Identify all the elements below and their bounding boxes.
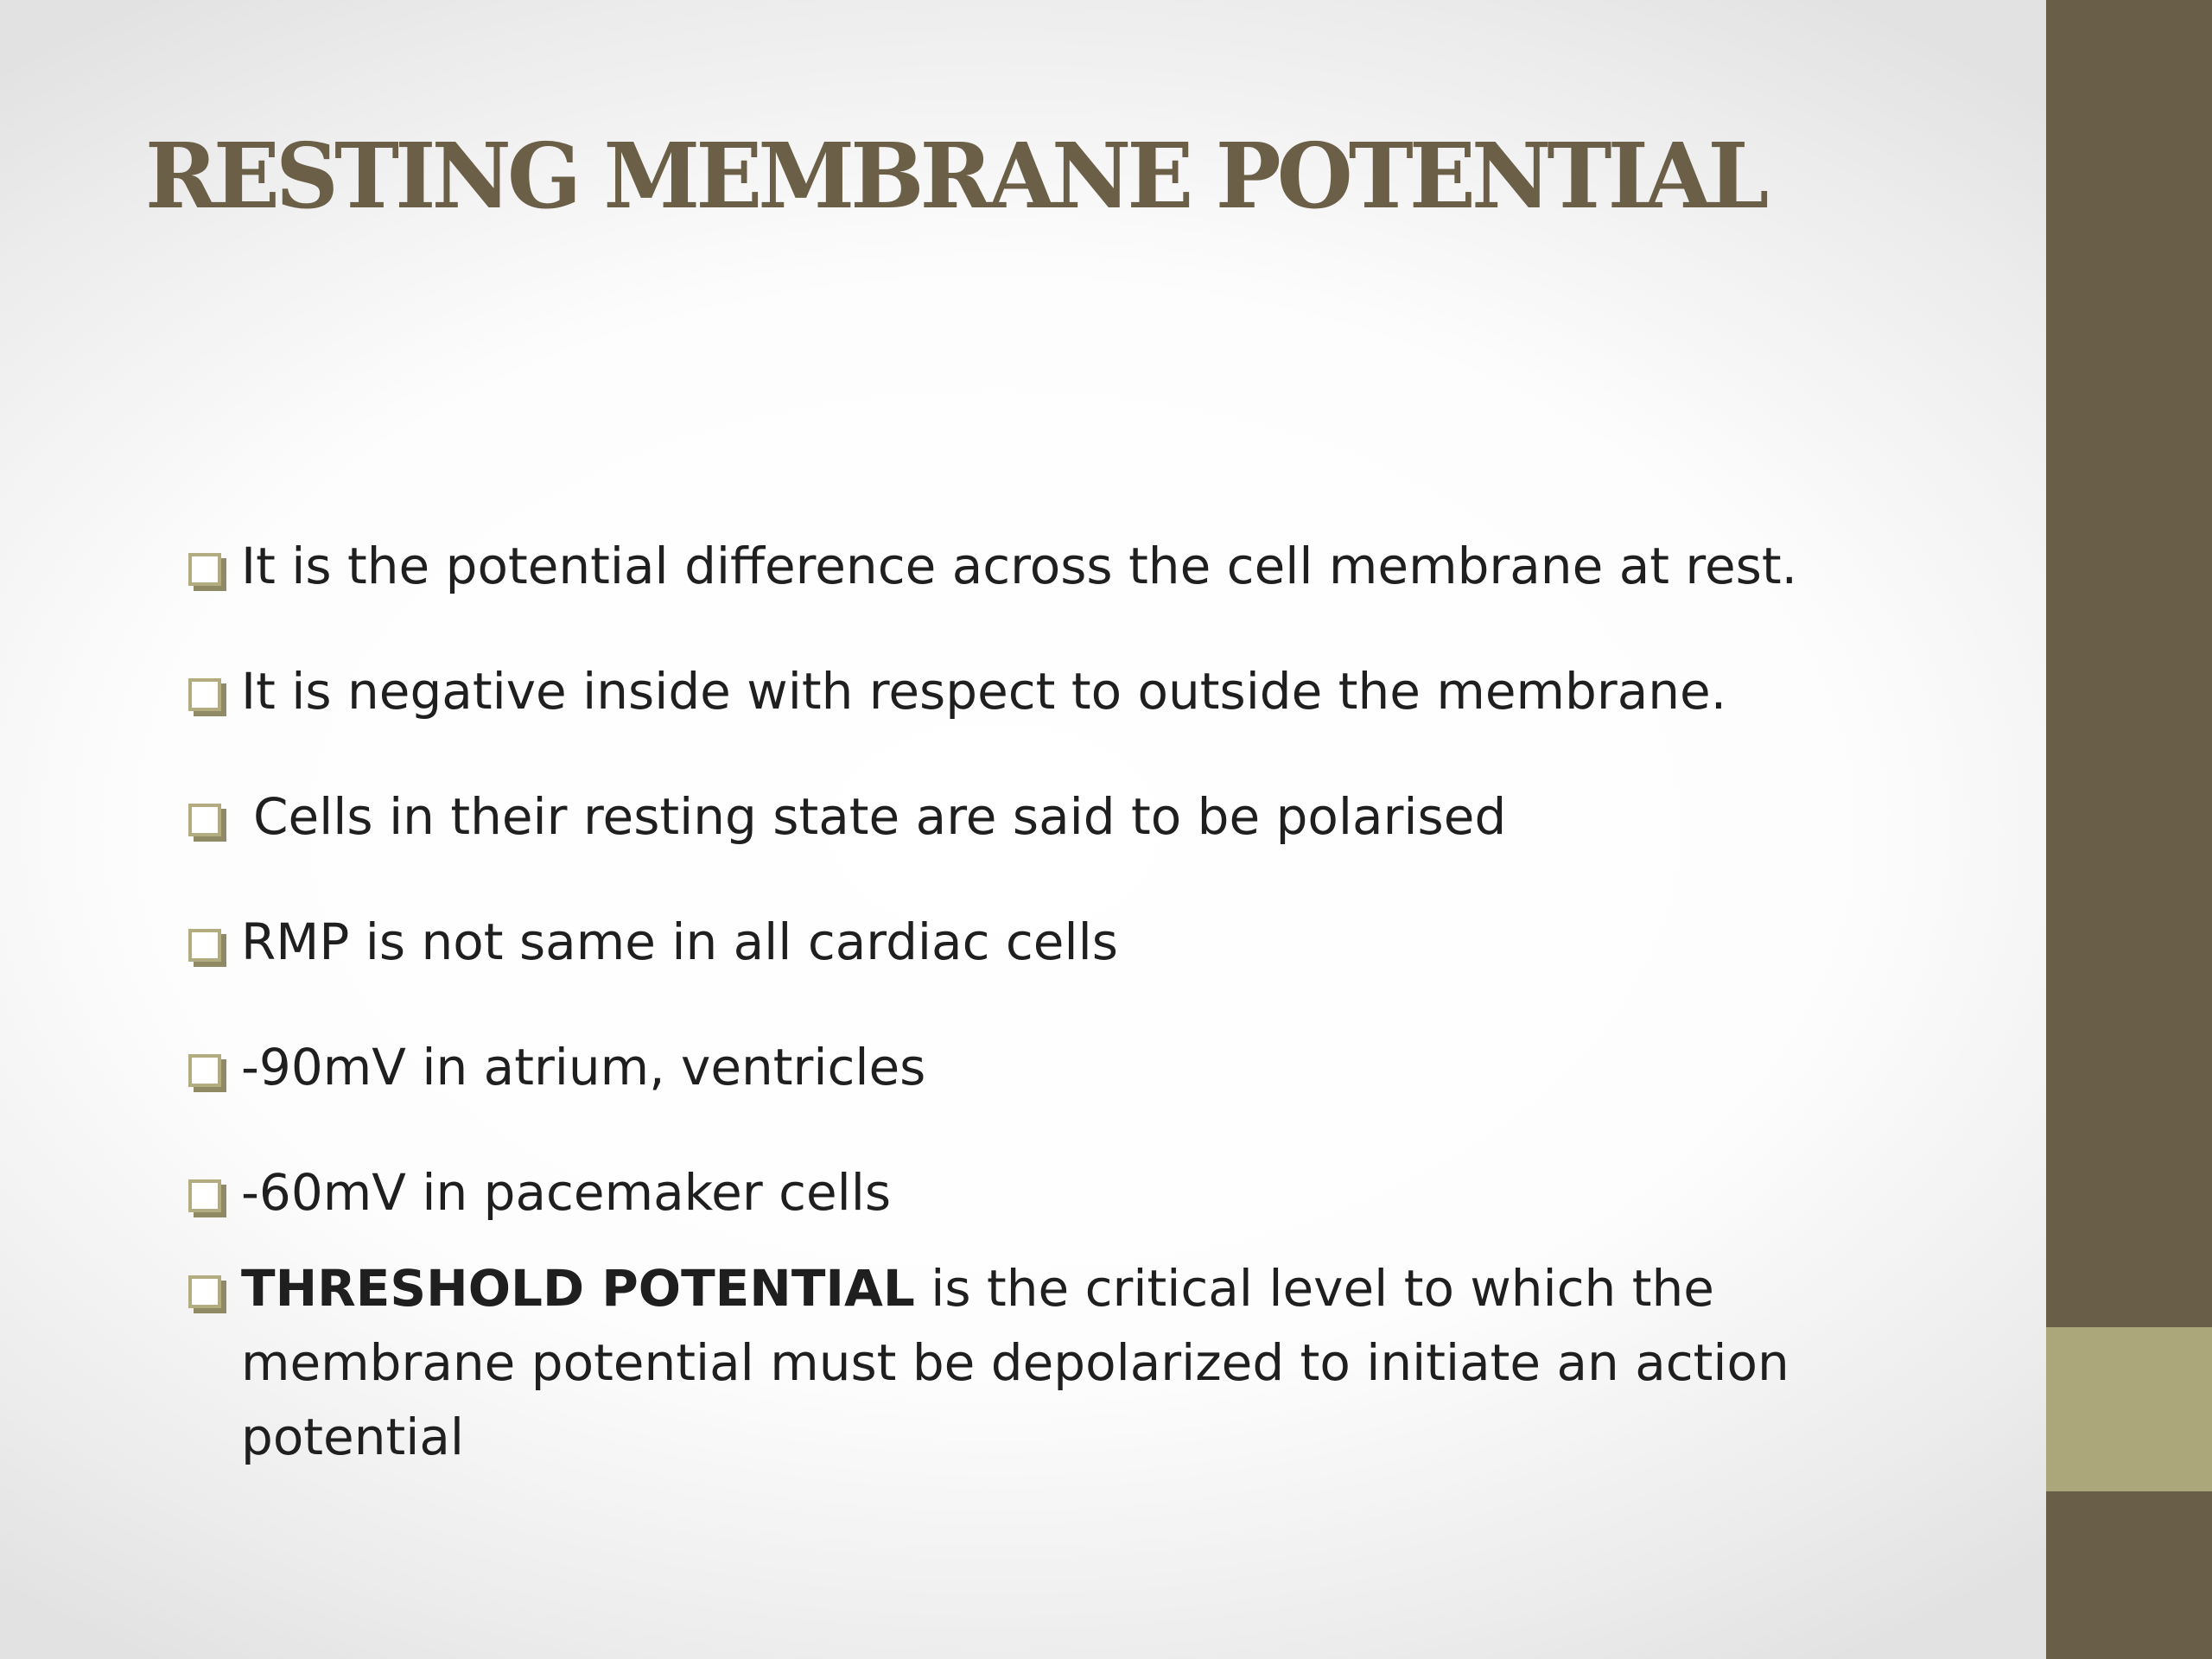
- checkbox-square-icon: [188, 929, 221, 962]
- bullet-text: It is negative inside with respect to outside the membrane.: [241, 662, 1727, 721]
- bullet-list: [187, 529, 1967, 1525]
- bullet-text: -90mV in atrium, ventricles: [241, 1038, 926, 1096]
- bullet-text: Cells in their resting state are said to be polarised: [253, 787, 1507, 846]
- list-item: [187, 654, 1967, 728]
- checkbox-square-icon: [188, 804, 221, 836]
- checkbox-square-icon: [188, 1275, 221, 1308]
- bullet-text: RMP is not same in all cardiac cells: [241, 912, 1118, 971]
- threshold-potential-term: THRESHOLD POTENTIAL: [241, 1259, 915, 1318]
- list-item: [187, 529, 1967, 603]
- checkbox-square-icon: [188, 1179, 221, 1212]
- side-bar-accent: [2046, 1327, 2212, 1491]
- bullet-text: is the critical level to which the membrane potential must be depolarized to initiate an action potential: [241, 1259, 1789, 1466]
- list-item: [187, 1030, 1967, 1104]
- list-item: [187, 905, 1967, 979]
- checkbox-square-icon: [188, 1054, 221, 1087]
- checkbox-square-icon: [188, 678, 221, 711]
- list-item: [187, 1251, 1967, 1474]
- list-item: [187, 779, 1967, 854]
- bullet-text: -60mV in pacemaker cells: [241, 1163, 892, 1222]
- checkbox-square-icon: [188, 553, 221, 586]
- list-item: [187, 1155, 1967, 1230]
- slide-title: RESTING MEMBRANE POTENTIAL: [145, 123, 1765, 229]
- bullet-text: It is the potential difference across the cell membrane at rest.: [241, 537, 1798, 595]
